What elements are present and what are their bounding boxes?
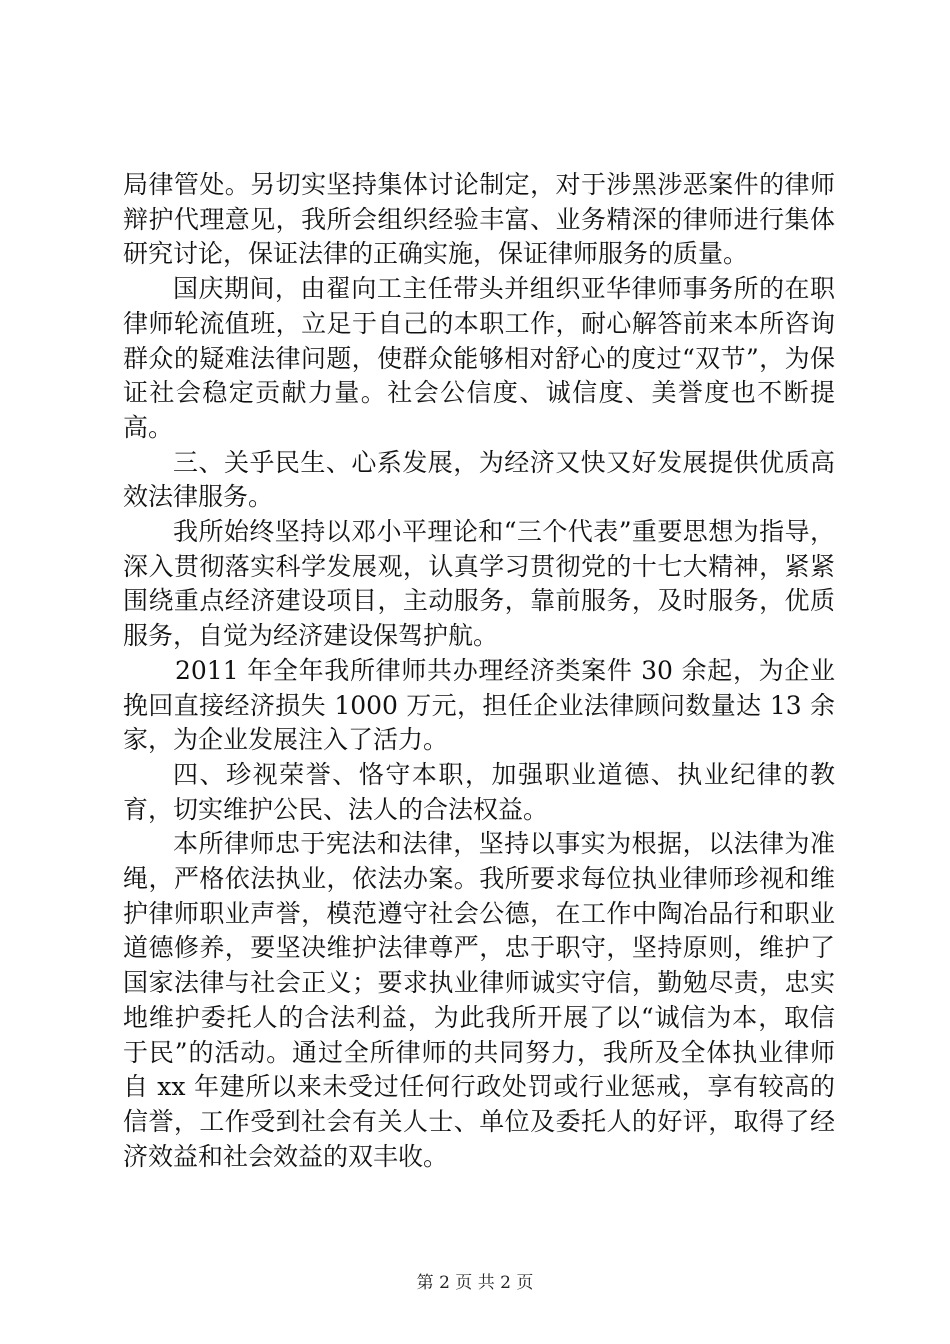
paragraph-5: 2011 年全年我所律师共办理经济类案件 30 余起，为企业挽回直接经济损失 1000 万元，担任企业法律顾问数量达 13 余家，为企业发展注入了活力。 (123, 655, 835, 755)
page-footer: 第 2 页 共 2 页 (416, 1273, 534, 1293)
document-body (123, 168, 835, 1174)
paragraph-2: 国庆期间，由翟向工主任带头并组织亚华律师事务所的在职律师轮流值班，立足于自己的本职工作，耐心解答前来本所咨询群众的疑难法律问题，使群众能够相对舒心的度过“双节”，为保证社会稳定贡献力量。社会公信度、诚信度、美誉度也不断提高。 (123, 274, 835, 442)
paragraph-4: 我所始终坚持以邓小平理论和“三个代表”重要思想为指导，深入贯彻落实科学发展观，认真学习贯彻党的十七大精神，紧紧围绕重点经济建设项目，主动服务，靠前服务，及时服务，优质服务，自觉为经济建设保驾护航。 (123, 517, 835, 651)
paragraph-1: 局律管处。另切实坚持集体讨论制定，对于涉黑涉恶案件的律师辩护代理意见，我所会组织经验丰富、业务精深的律师进行集体研究讨论，保证法律的正确实施，保证律师服务的质量。 (123, 170, 835, 269)
section-heading-3: 三、关乎民生、心系发展，为经济又快又好发展提供优质高效法律服务。 (123, 447, 835, 512)
section-heading-4: 四、珍视荣誉、恪守本职，加强职业道德、执业纪律的教育，切实维护公民、法人的合法权益。 (123, 759, 835, 824)
paragraph-7: 本所律师忠于宪法和法律，坚持以事实为根据，以法律为准绳，严格依法执业，依法办案。我所要求每位执业律师珍视和维护律师职业声誉，模范遵守社会公德，在工作中陶冶品行和职业道德修养，要坚决维护法律尊严，忠于职守，坚持原则，维护了国家法律与社会正义；要求执业律师诚实守信，勤勉尽责，忠实地维护委托人的合法利益，为此我所开展了以“诚信为本，取信于民”的活动。通过全所律师的共同努力，我所及全体执业律师自 xx 年建所以来未受过任何行政处罚或行业惩戒，享有较高的信誉，工作受到社会有关人士、单位及委托人的好评，取得了经济效益和社会效益的双丰收。 (123, 829, 835, 1171)
